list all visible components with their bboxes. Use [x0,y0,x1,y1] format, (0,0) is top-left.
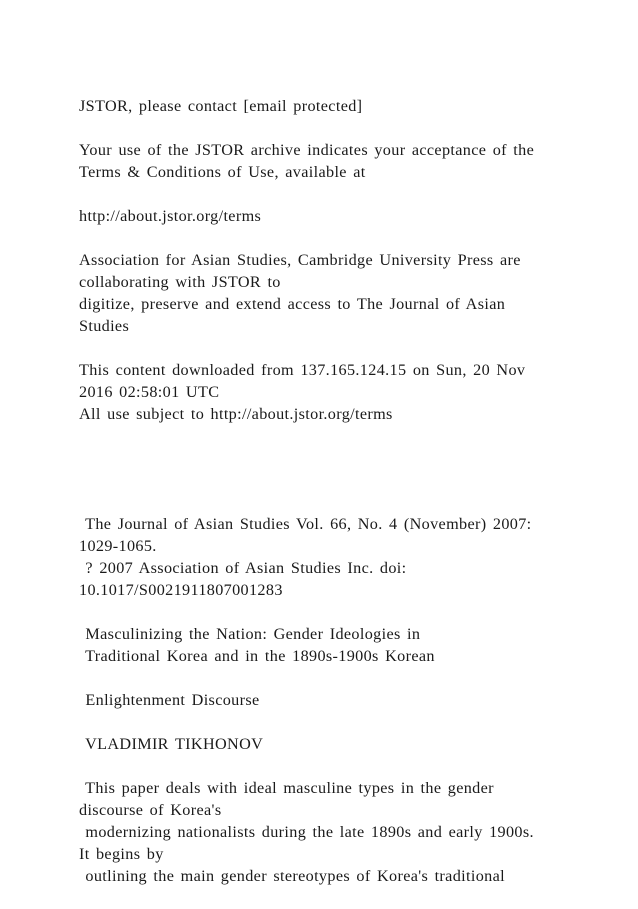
text-line: Masculinizing the Nation: Gender Ideologies in [79,625,421,643]
text-line: Your use of the JSTOR archive indicates your acceptance of the [79,141,535,159]
jstor-contact-paragraph [79,95,619,117]
terms-link[interactable]: http://about.jstor.org/terms [79,207,262,225]
terms-url-paragraph [79,205,619,227]
terms-notice-paragraph [79,139,619,183]
text-line: This paper deals with ideal masculine types in the gender [79,779,494,797]
text-line: Association for Asian Studies, Cambridge University Press are [79,251,521,269]
article-title-paragraph [79,623,619,667]
text-line: 1029-1065. [79,537,157,555]
text-line: The Journal of Asian Studies Vol. 66, No. 4 (November) 2007: [79,515,532,533]
spacer [79,447,619,513]
text-line: ? 2007 Association of Asian Studies Inc. doi: [79,559,407,577]
text-line: digitize, preserve and extend access to The Journal of Asian [79,295,506,313]
text-line: It begins by [79,845,164,863]
text-line: All use subject to http://about.jstor.org/terms [79,405,393,423]
collaboration-paragraph [79,249,619,337]
text-line: 10.1017/S0021911807001283 [79,581,283,599]
text-line: Terms & Conditions of Use, available at [79,163,366,181]
text-line: This content downloaded from 137.165.124.15 on Sun, 20 Nov [79,361,526,379]
text-line: 2016 02:58:01 UTC [79,383,220,401]
text-line: JSTOR, please contact [email protected] [79,97,363,115]
text-line: Traditional Korea and in the 1890s-1900s Korean [79,647,435,665]
author-name [79,733,619,755]
download-info-paragraph [79,359,619,425]
text-line: VLADIMIR TIKHONOV [79,735,264,753]
text-line: modernizing nationalists during the late 1890s and early 1900s. [79,823,534,841]
article-title-continued [79,689,619,711]
text-line: Studies [79,317,130,335]
text-line: discourse of Korea's [79,801,222,819]
document-page [79,95,619,909]
citation-paragraph [79,513,619,601]
abstract-paragraph [79,777,619,887]
text-line: outlining the main gender stereotypes of Korea's traditional [79,867,505,885]
text-line: Enlightenment Discourse [79,691,260,709]
text-line: collaborating with JSTOR to [79,273,281,291]
